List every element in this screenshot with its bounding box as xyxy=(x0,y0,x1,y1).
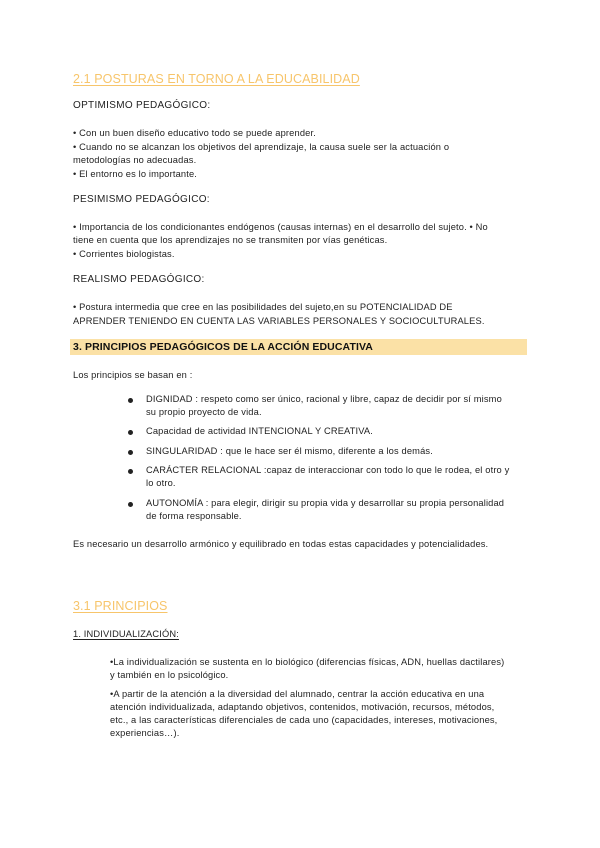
optimismo-line-3: metodologías no adecuadas. xyxy=(73,155,197,165)
individualizacion-para2-line-1: •A partir de la atención a la diversidad del alumnado, centrar la acción educativa en una xyxy=(110,689,485,699)
pesimismo-line-3: • Corrientes biologistas. xyxy=(73,249,175,259)
principle-singularidad-line-1: SINGULARIDAD : que le hace ser él mismo, diferente a los demás. xyxy=(146,446,433,456)
individualizacion-para2-line-4: experiencias…). xyxy=(110,728,180,738)
principle-dignidad-line-2: su propio proyecto de vida. xyxy=(146,407,262,417)
section-2-1-title: 2.1 POSTURAS EN TORNO A LA EDUCABILIDAD xyxy=(73,72,360,86)
optimismo-line-2: • Cuando no se alcanzan los objetivos del aprendizaje, la causa suele ser la actuación o xyxy=(73,142,450,152)
pesimismo-label: PESIMISMO PEDAGÓGICO: xyxy=(73,194,210,205)
bullet-autonomia xyxy=(128,502,133,507)
principle-actividad-line-1: Capacidad de actividad INTENCIONAL Y CREATIVA. xyxy=(146,426,374,436)
bullet-actividad xyxy=(128,430,133,435)
optimismo-label: OPTIMISMO PEDAGÓGICO: xyxy=(73,100,211,111)
principle-relacional-line-2: lo otro. xyxy=(146,478,176,488)
principle-autonomia-line-2: de forma responsable. xyxy=(146,511,242,521)
pesimismo-line-1: • Importancia de los condicionantes endógenos (causas internas) en el desarrollo del sujeto. • No xyxy=(73,222,488,232)
principle-dignidad-line-1: DIGNIDAD : respeto como ser único, racional y libre, capaz de decidir por sí mismo xyxy=(146,394,502,404)
optimismo-line-1: • Con un buen diseño educativo todo se puede aprender. xyxy=(73,128,316,138)
realismo-line-2: APRENDER TENIENDO EN CUENTA LAS VARIABLES PERSONALES Y SOCIOCULTURALES. xyxy=(73,316,485,326)
section-3-1-title: 3.1 PRINCIPIOS xyxy=(73,599,168,613)
realismo-label: REALISMO PEDAGÓGICO: xyxy=(73,274,205,285)
principles-closing: Es necesario un desarrollo armónico y equilibrado en todas estas capacidades y potencialidades. xyxy=(73,539,489,549)
realismo-line-1: • Postura intermedia que cree en las posibilidades del sujeto,en su POTENCIALIDAD DE xyxy=(73,302,453,312)
principle-autonomia-line-1: AUTONOMÍA : para elegir, dirigir su propia vida y desarrollar su propia personalidad xyxy=(146,498,505,508)
individualizacion-para2-line-2: atención individualizada, adaptando objetivos, contenidos, motivación, recursos, métodos, xyxy=(110,702,495,712)
individualizacion-para1-line-2: y también en lo psicológico. xyxy=(110,670,229,680)
pesimismo-line-2: tiene en cuenta que los aprendizajes no se transmiten por vías genéticas. xyxy=(73,235,388,245)
individualizacion-para1-line-1: •La individualización se sustenta en lo biológico (diferencias físicas, ADN, huellas dactilares) xyxy=(110,657,505,667)
section-3-title: 3. PRINCIPIOS PEDAGÓGICOS DE LA ACCIÓN EDUCATIVA xyxy=(73,341,373,353)
principle-relacional-line-1: CARÁCTER RELACIONAL :capaz de interaccionar con todo lo que le rodea, el otro y xyxy=(146,465,510,475)
optimismo-line-4: • El entorno es lo importante. xyxy=(73,169,198,179)
individualizacion-subtitle: 1. INDIVIDUALIZACIÓN: xyxy=(73,629,179,639)
bullet-singularidad xyxy=(128,450,133,455)
individualizacion-para2-line-3: etc., a las características diferenciales de cada uno (capacidades, intereses, motivaciones, xyxy=(110,715,498,725)
bullet-dignidad xyxy=(128,398,133,403)
principles-intro: Los principios se basan en : xyxy=(73,370,193,380)
bullet-relacional xyxy=(128,469,133,474)
